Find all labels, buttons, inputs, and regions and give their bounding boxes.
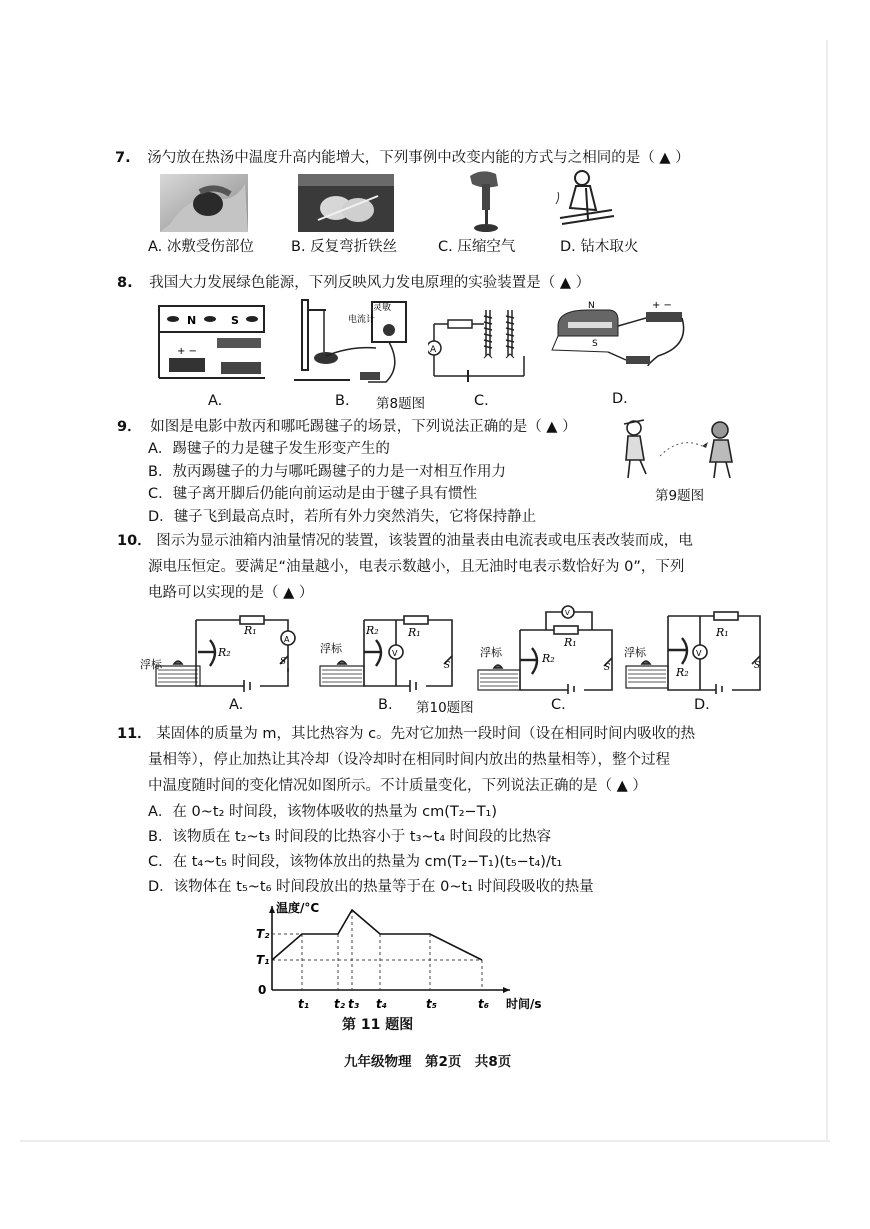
q8a-s-pole: S (231, 314, 239, 327)
q10b-float-label: 浮标 (320, 642, 342, 655)
q7-option-d: D. 钻木取火 (560, 239, 639, 255)
q11-figure-caption: 第 11 题图 (342, 1017, 414, 1033)
q10d-switch-label: S (754, 661, 761, 671)
q7-photo-ice (160, 174, 248, 236)
q8-number: 8. (117, 275, 133, 291)
q10a-switch-label: S (280, 657, 287, 667)
q9-figure-shuttlecock-scene (620, 416, 746, 486)
svg-text:+ −: + − (177, 346, 197, 357)
q11-option-c: C．在 t₄~t₅ 时间段，该物体放出的热量为 cm(T₂−T₁)(t₅−t₄)/t₁ (148, 854, 563, 870)
svg-text:+ −: + − (652, 300, 672, 311)
x-tick-label: t₅ (426, 997, 437, 1011)
x-tick-label: t₁ (298, 997, 309, 1011)
y-tick-label: T₁ (256, 953, 270, 967)
y-axis-label: 温度/°C (276, 901, 320, 915)
q10-circuit-d (624, 608, 770, 698)
q10c-float-label: 浮标 (480, 646, 502, 659)
q10-label-b: B. (378, 697, 393, 713)
x-tick-label: t₂ (334, 997, 345, 1011)
q8-figure-b-galvanometer (290, 296, 410, 390)
q10-label-a: A. (229, 697, 244, 713)
q7-drill-fire-drawing (552, 168, 616, 238)
q10b-r1-label: R₁ (408, 626, 421, 639)
q7-option-b: B. 反复弯折铁丝 (291, 239, 398, 255)
q10-label-d: D. (694, 697, 710, 713)
q8b-galvo-label-2: 电流计 (348, 315, 376, 325)
q11-stem-line2: 量相等），停止加热让其冷却（设冷却时在相同时间内放出的热量相等），整个过程 (148, 752, 670, 768)
q8-label-c: C. (474, 393, 489, 409)
q8d-s-pole: S (592, 339, 598, 349)
q10c-voltmeter-label: V (565, 609, 570, 617)
q7-photo-wire (298, 174, 394, 236)
x-axis-label: 时间/s (506, 997, 542, 1011)
q9-option-d: D．毽子飞到最高点时，若所有外力突然消失，它将保持静止 (148, 509, 537, 525)
q9-stem (117, 416, 577, 438)
page-edge (826, 40, 828, 1140)
page-footer: 九年级物理 第2页 共8页 (344, 1054, 512, 1070)
x-axis-arrow (503, 987, 510, 993)
q7-text: 汤勺放在热汤中温度升高内能增大，下列事例中改变内能的方式与之相同的是（ ▲ ） (147, 150, 690, 166)
q9-option-c: C．毽子离开脚后仍能向前运动是由于毽子具有惯性 (148, 486, 478, 502)
q10-text-1: 图示为显示油箱内油量情况的装置，该装置的油量表由电流表或电压表改装而成，电 (156, 533, 693, 549)
q11-number: 11． (117, 726, 152, 742)
q10d-float-label: 浮标 (624, 646, 646, 659)
q8-label-a: A. (208, 393, 223, 409)
q10d-r1-label: R₁ (716, 626, 729, 639)
q10a-r2-label: R₂ (218, 646, 231, 659)
q11-chart-svg (240, 898, 550, 1016)
q10-stem-line3: 电路可以实现的是（ ▲ ） (148, 585, 314, 601)
x-tick-label: t₄ (376, 997, 387, 1011)
q8-figure-a (155, 298, 270, 386)
q10d-voltmeter-label: V (696, 649, 702, 658)
q8c-ammeter-label: A (430, 345, 437, 355)
q9-option-a: A．踢毽子的力是毽子发生形变产生的 (148, 441, 390, 457)
q8a-n-pole: N (187, 314, 197, 327)
q7-option-a: A. 冰敷受伤部位 (148, 239, 254, 255)
q10-circuit-b (316, 612, 460, 698)
y-axis-arrow (269, 906, 275, 913)
q10-number: 10． (117, 533, 152, 549)
q11-option-d: D．该物体在 t₅~t₆ 时间段放出的热量等于在 0~t₁ 时间段吸收的热量 (148, 879, 594, 895)
q8d-n-pole: N (588, 301, 595, 311)
q10-figure-caption: 第10题图 (416, 700, 474, 716)
q10c-switch-label: S (604, 663, 611, 673)
q10-stem-line2: 源电压恒定。要满足“油量越小，电表示数越小，且无油时电表示数恰好为 0”，下列 (148, 559, 685, 575)
q10d-r2-label: R₂ (676, 666, 689, 679)
q8-label-b: B. (335, 393, 350, 409)
q10-circuit-a (140, 612, 300, 698)
q9-figure-caption: 第9题图 (655, 488, 705, 504)
q10-stem-line1 (117, 530, 693, 552)
q10-label-c: C. (551, 697, 566, 713)
q11-option-b: B．该物质在 t₂~t₃ 时间段的比热容小于 t₃~t₄ 时间段的比热容 (148, 829, 552, 845)
q9-text: 如图是电影中敖丙和哪吒踢毽子的场景，下列说法正确的是（ ▲ ） (150, 419, 577, 435)
q8-figure-caption: 第8题图 (376, 396, 426, 412)
q7-air-compression-device (462, 168, 512, 238)
q11-stem-line3: 中温度随时间的变化情况如图所示。不计质量变化，下列说法正确的是（ ▲ ） (148, 778, 647, 794)
q11-stem-line1 (117, 723, 695, 745)
q10a-r1-label: R₁ (244, 624, 257, 637)
x-tick-label: 0 (258, 983, 267, 997)
q7-stem (115, 147, 690, 169)
x-tick-label: t₃ (348, 997, 359, 1011)
q10a-float-label: 浮标 (140, 658, 162, 671)
q7-number: 7. (115, 150, 131, 166)
page-edge (20, 1140, 830, 1142)
q9-option-b: B．敖丙踢毽子的力与哪吒踢毽子的力是一对相互作用力 (148, 464, 506, 480)
q8-figure-c-electromagnet (428, 300, 532, 390)
q10b-voltmeter-label: V (392, 649, 398, 658)
q10a-ammeter-label: A (284, 635, 290, 644)
q11-option-a: A．在 0~t₂ 时间段，该物体吸收的热量为 cm(T₂−T₁) (148, 804, 498, 820)
y-tick-label: T₂ (256, 927, 270, 941)
q8-text: 我国大力发展绿色能源，下列反映风力发电原理的实验装置是（ ▲ ） (149, 275, 591, 291)
q7-option-c: C. 压缩空气 (438, 239, 516, 255)
q10-circuit-c (476, 604, 622, 698)
q11-temperature-chart (240, 898, 550, 1020)
q8b-galvo-label-1: 灵敏 (373, 303, 392, 313)
q10c-r2-label: R₂ (542, 652, 555, 665)
series-line (272, 910, 482, 960)
q10b-r2-label: R₂ (366, 624, 379, 637)
x-tick-label: t₆ (478, 997, 489, 1011)
q10b-switch-label: S (444, 661, 451, 671)
q8-figure-d-motor (548, 296, 690, 386)
q9-number: 9． (117, 419, 142, 435)
q10c-r1-label: R₁ (564, 636, 577, 649)
q11-text-1: 某固体的质量为 m，其比热容为 c。先对它加热一段时间（设在相同时间内吸收的热 (156, 726, 696, 742)
q8-stem (117, 272, 590, 294)
q8-label-d: D. (612, 391, 628, 407)
